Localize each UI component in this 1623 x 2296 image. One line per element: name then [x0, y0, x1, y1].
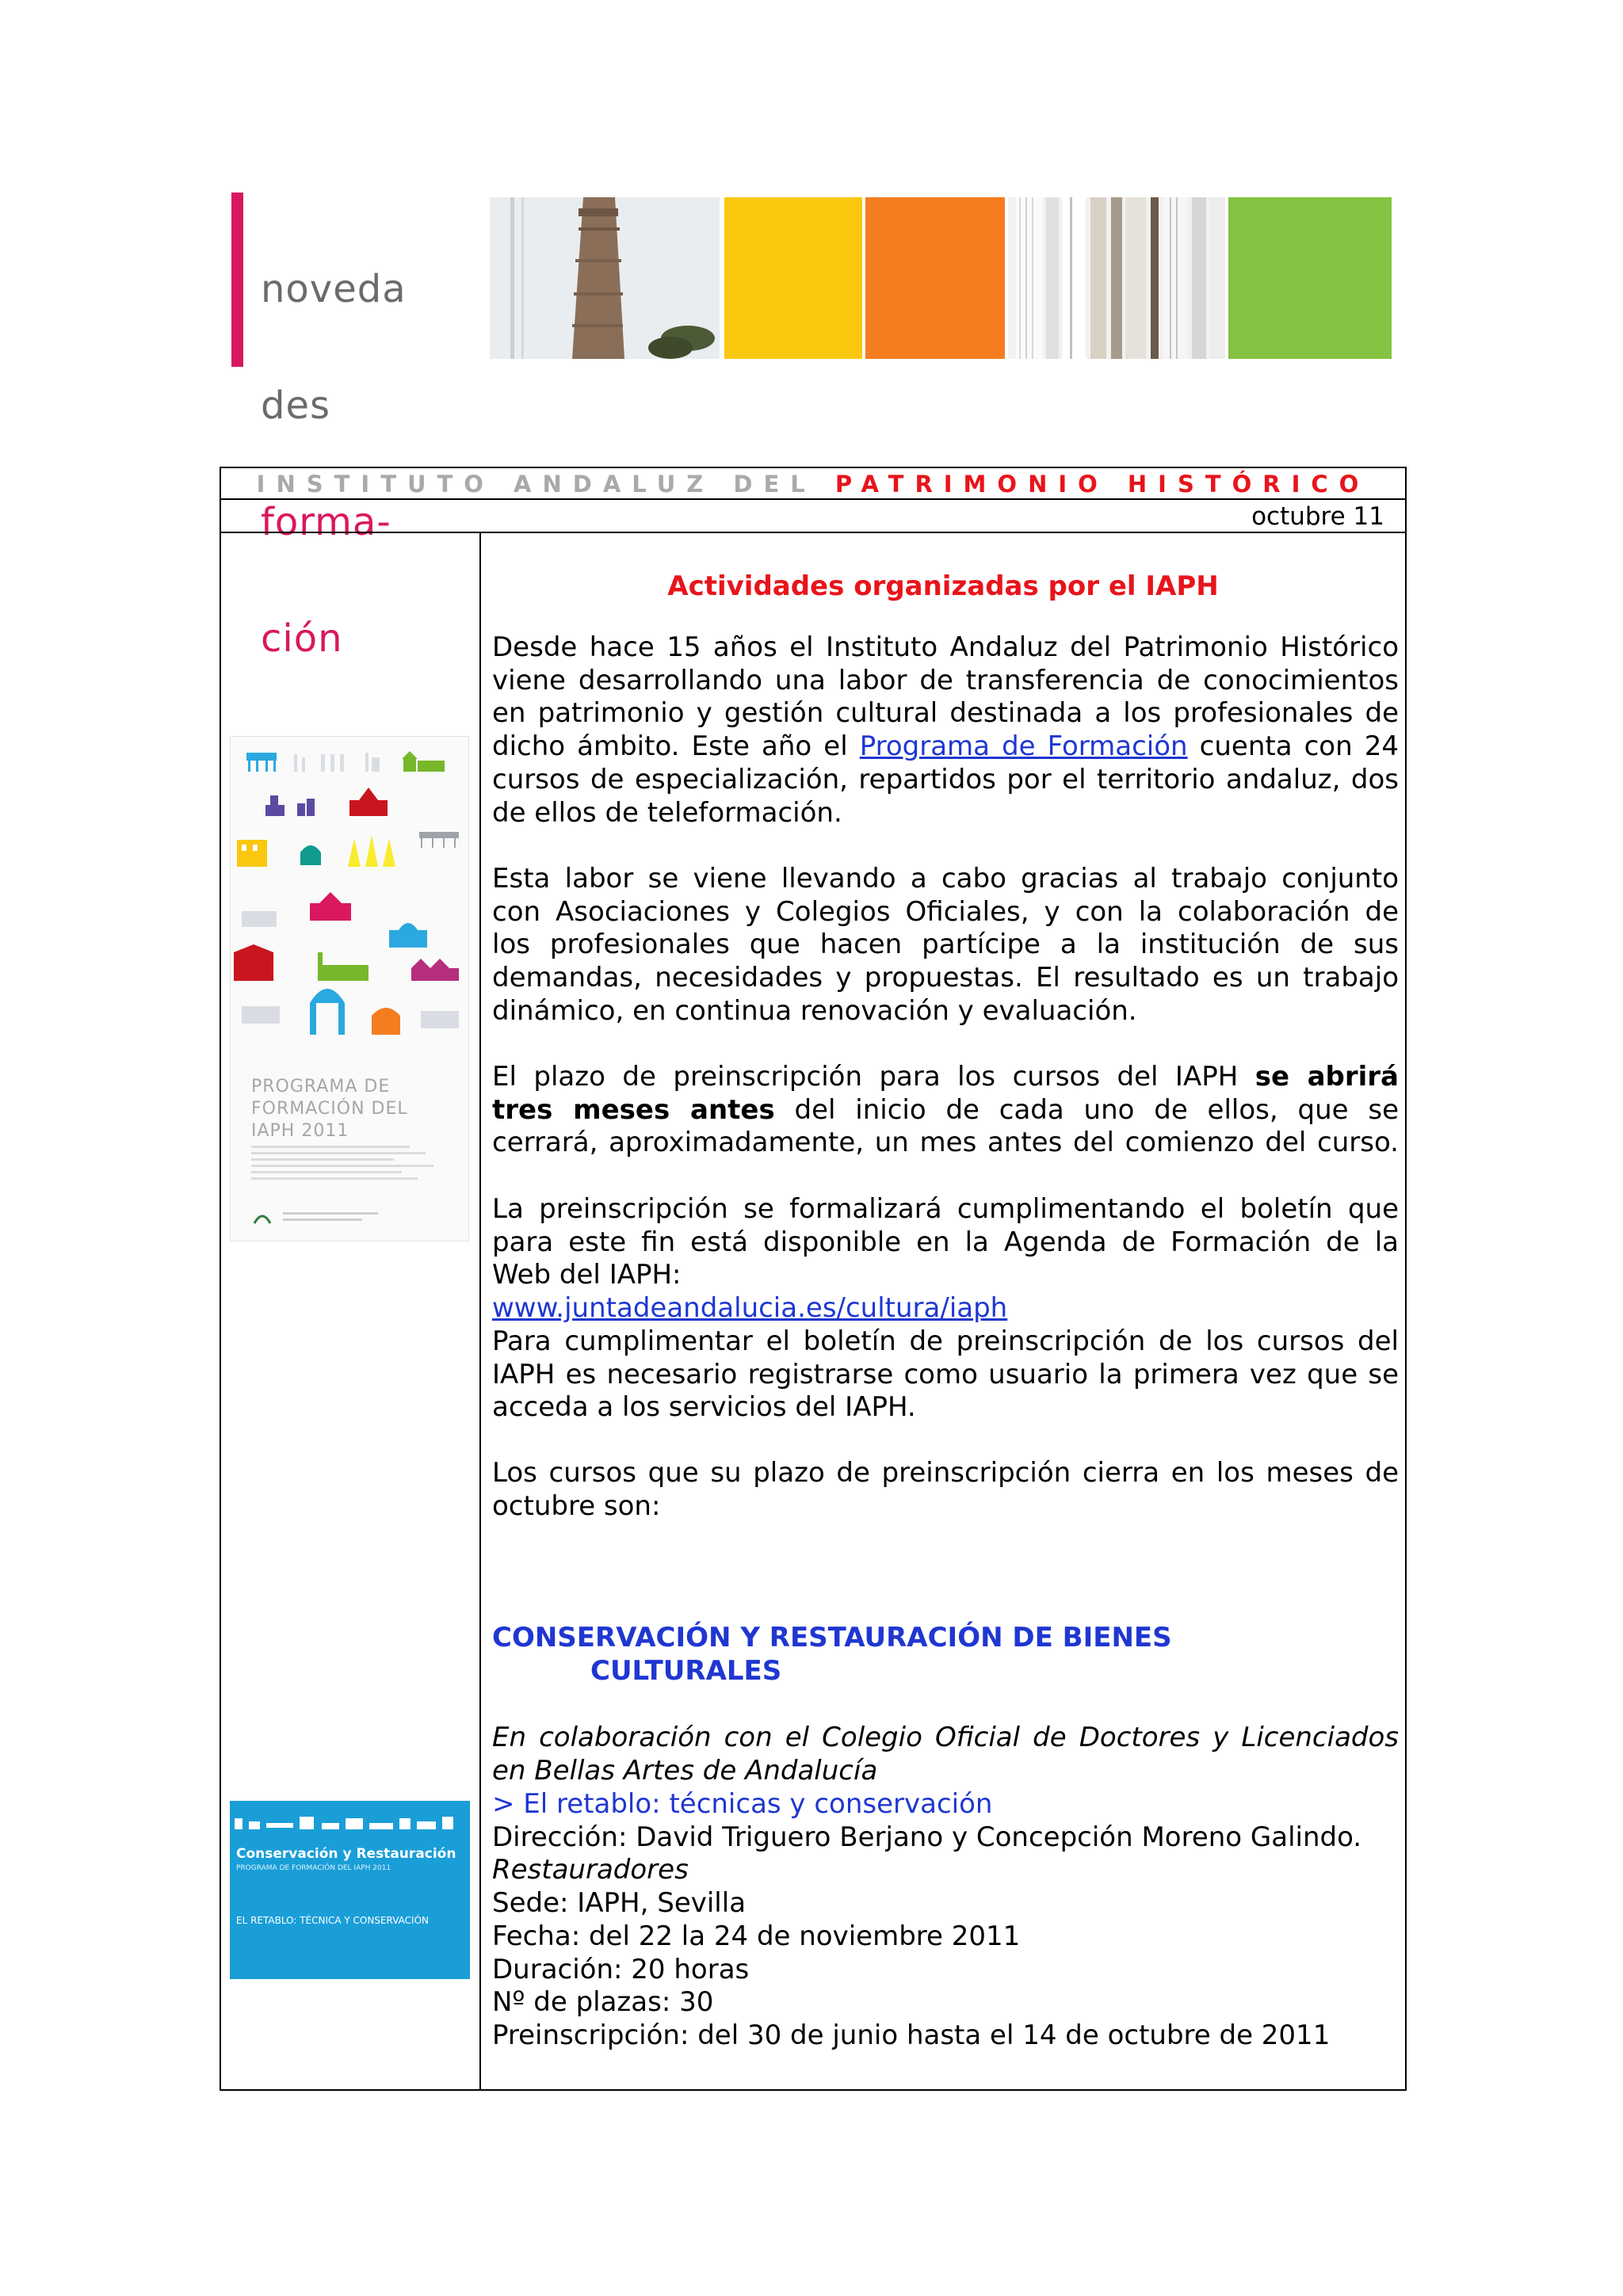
institute-header: [221, 468, 1405, 500]
yellow-panel: [724, 197, 862, 359]
issue-date: octubre 11: [221, 500, 1405, 533]
course-direction: Dirección: David Triguero Berjano y Concepción Moreno Galindo.: [492, 1821, 1362, 1853]
paragraph-line: viene desarrollando una labor de transferencia de conocimientos: [492, 664, 1399, 696]
paragraph-line: La preinscripción se formalizará cumplimentando el boletín que: [492, 1193, 1399, 1225]
course-venue: Sede: IAPH, Sevilla: [492, 1887, 747, 1920]
paragraph-line: dinámico, en continua renovación y evaluación.: [492, 994, 1137, 1027]
course-dates: Fecha: del 22 la 24 de noviembre 2011: [492, 1920, 1021, 1952]
building-icons-illustration: [231, 737, 468, 1054]
logo-line: des: [261, 383, 331, 428]
poster-title-line: FORMACIÓN DEL: [251, 1099, 408, 1119]
paragraph-bold-text: tres meses antes: [492, 1093, 775, 1126]
registration-paragraph: [492, 1193, 1399, 1425]
paragraph-line: Los cursos que su plazo de preinscripción cierra en los meses de: [492, 1457, 1399, 1489]
poster-title-line: PROGRAMA DE: [251, 1077, 391, 1097]
category-heading-line: CULTURALES: [590, 1654, 782, 1687]
paragraph-line: cursos de especialización, repartidos por el territorio andaluz, dos: [492, 763, 1399, 795]
poster-title: [251, 1076, 457, 1142]
paragraph-line: para este fin está disponible en la Agenda de Formación de la: [492, 1226, 1399, 1258]
paragraph-line: octubre son:: [492, 1489, 661, 1522]
paragraph-line: Desde hace 15 años el Instituto Andaluz del Patrimonio Histórico: [492, 631, 1399, 663]
novedades-formacion-logo: [231, 193, 422, 661]
junta-andalucia-logo: [251, 1207, 433, 1226]
paragraph-line: en patrimonio y gestión cultural destinada a los profesionales de: [492, 697, 1399, 730]
course-duration: Duración: 20 horas: [492, 1953, 750, 1985]
paragraph-line: acceda a los servicios del IAPH.: [492, 1391, 916, 1424]
paragraph-bold-text: se abrirá: [1254, 1061, 1399, 1093]
paragraph-line: demandas, necesidades y propuestas. El resultado es un trabajo: [492, 962, 1399, 994]
chimney-photo: [490, 197, 720, 359]
paragraph-line: los profesionales que hacen partícipe a la institución de sus: [492, 929, 1399, 961]
paragraph-line: Web del IAPH:: [492, 1259, 682, 1291]
newsletter-table: [220, 467, 1407, 2091]
deadline-paragraph: [492, 1061, 1399, 1160]
course-details: [492, 1788, 1399, 2053]
paragraph-line: con Asociaciones y Colegios Oficiales, y con la colaboración de: [492, 895, 1399, 928]
collaboration-note: [492, 1722, 1399, 1787]
section-title: Actividades organizadas por el IAPH: [667, 570, 1219, 602]
paragraph-line: [492, 730, 1399, 764]
intro-paragraph: [492, 631, 1399, 830]
programa-formacion-link[interactable]: Programa de Formación: [859, 730, 1188, 763]
poster-fine-print: [251, 1146, 441, 1184]
course-title: > El retablo: técnicas y conservación: [492, 1788, 993, 1820]
category-heading-line: CONSERVACIÓN Y RESTAURACIÓN DE BIENES: [492, 1622, 1172, 1653]
paragraph-line: IAPH es necesario registrarse como usuario la primera vez que se: [492, 1358, 1399, 1390]
paragraph-text: dicho ámbito. Este año el: [492, 730, 860, 763]
institute-name-red: PATRIMONIO HISTÓRICO: [834, 471, 1370, 498]
institute-name-gray: INSTITUTO ANDALUZ DEL: [256, 471, 816, 498]
october-courses-paragraph: [492, 1457, 1399, 1523]
paragraph-line: de ellos de teleformación.: [492, 796, 842, 829]
course-direction-role: Restauradores: [492, 1854, 689, 1886]
course-poster-name: EL RETABLO: TÉCNICA Y CONSERVACIÓN: [236, 1915, 430, 1926]
paragraph-line: [492, 1292, 1399, 1325]
category-heading: [492, 1622, 1399, 1688]
paragraph-line: [492, 1094, 1399, 1127]
logo-accent-bar: [231, 193, 243, 367]
course-poster-retablo: [230, 1801, 470, 1979]
paragraph-text: cuenta con 24: [1187, 730, 1399, 763]
course-poster-subtitle: PROGRAMA DE FORMACIÓN DEL IAPH 2011: [236, 1864, 391, 1872]
books-illustration: [1008, 197, 1225, 359]
paragraph-line: [492, 1061, 1399, 1094]
collaboration-paragraph: [492, 863, 1399, 1028]
paragraph-line: Esta labor se viene llevando a cabo gracias al trabajo conjunto: [492, 863, 1399, 894]
iaph-website-link[interactable]: www.juntadeandalucia.es/cultura/iaph: [492, 1292, 1008, 1325]
paragraph-line: Para cumplimentar el boletín de preinscripción de los cursos del: [492, 1325, 1399, 1357]
course-preregistration: Preinscripción: del 30 de junio hasta el 14 de octubre de 2011: [492, 2019, 1331, 2051]
poster-title-line: IAPH 2011: [251, 1121, 349, 1141]
banner-photo-strip: [490, 197, 1392, 359]
program-poster: [230, 736, 469, 1241]
paragraph-line: En colaboración con el Colegio Oficial de Doctores y Licenciados: [492, 1722, 1399, 1753]
building-icons-strip: [230, 1807, 470, 1839]
paragraph-text: del inicio de cada uno de ellos, que se: [774, 1093, 1399, 1126]
chimney-illustration: [490, 197, 720, 359]
green-panel: [1228, 197, 1392, 359]
logo-line: ción: [261, 616, 343, 661]
left-image-column: [221, 533, 481, 2089]
orange-panel: [865, 197, 1005, 359]
books-photo: [1008, 197, 1225, 359]
course-poster-title: Conservación y Restauración: [236, 1846, 456, 1862]
paragraph-line: cerrará, aproximadamente, un mes antes del comienzo del curso.: [492, 1127, 1399, 1159]
logo-line: forma-: [261, 500, 391, 544]
logo-line: noveda: [261, 267, 407, 311]
paragraph-text: El plazo de preinscripción para los cursos del IAPH: [492, 1061, 1255, 1093]
paragraph-line: en Bellas Artes de Andalucía: [492, 1754, 878, 1787]
course-places: Nº de plazas: 30: [492, 1986, 714, 2019]
content-column: [481, 533, 1405, 2089]
